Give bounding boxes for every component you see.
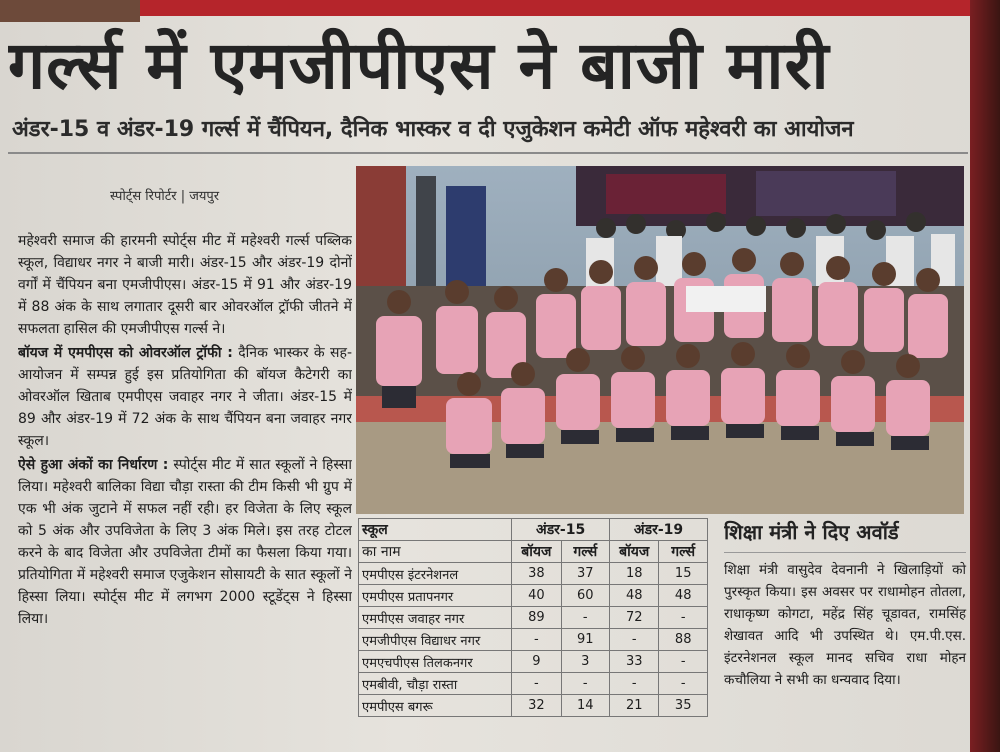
u15-boys-score: - [512, 673, 561, 695]
article-paragraph-2 [18, 342, 352, 452]
table-row [359, 651, 708, 673]
paragraph-3-text: स्पोर्ट्स मीट में सात स्कूलों ने हिस्सा लिया। महेश्वरी बालिका विद्या चौड़ा रास्ता की टीम किसी भी ग्रुप में एक भी अंक जुटाने में सफल नहीं रही। हर विजेता के लिए स्कूल को 5 अंक और उपविजेता के लिए 3 अंक मिले। इस तरह टोटल करने के बाद विजेता और उपविजेता टीमों का फैसला किया गया। प्रतियोगिता में महेश्वरी समाज एजुकेशन सोसायटी के सात स्कूलों ने हिस्सा लिया। स्पोर्ट्स मीट में लगभग 2000 स्टूडेंट्स ने हिस्सा लिया। [18, 457, 352, 627]
table-row [359, 673, 708, 695]
u15-boys-score: 40 [512, 585, 561, 607]
table-row [359, 607, 708, 629]
u19-girls-header: गर्ल्स [659, 541, 708, 563]
paragraph-2-heading: बॉयज में एमपीएस को ओवरऑल ट्रॉफी : [18, 345, 233, 361]
u19-girls-score: - [659, 651, 708, 673]
team-photo [356, 166, 964, 514]
u19-boys-score: 33 [610, 651, 659, 673]
u15-girls-score: - [561, 673, 610, 695]
table-header-row-1 [359, 519, 708, 541]
paragraph-3-heading: ऐसे हुआ अंकों का निर्धारण : [18, 457, 169, 473]
award-box [724, 512, 966, 748]
u19-girls-score: - [659, 607, 708, 629]
points-table-container [358, 518, 708, 746]
school-name: एमपीएस जवाहर नगर [359, 607, 512, 629]
u19-girls-score: 15 [659, 563, 708, 585]
group-header-u15: अंडर-15 [512, 519, 610, 541]
subheadline: अंडर-15 व अंडर-19 गर्ल्स में चैंपियन, दैनिक भास्कर व दी एजुकेशन कमेटी ऑफ महेश्वरी का आयोजन [12, 117, 854, 142]
table-header-row-2 [359, 541, 708, 563]
u19-girls-score: 48 [659, 585, 708, 607]
u15-boys-header: बॉयज [512, 541, 561, 563]
u15-boys-score: 89 [512, 607, 561, 629]
u15-girls-score: 14 [561, 695, 610, 717]
school-name: एमबीवी, चौड़ा रास्ता [359, 673, 512, 695]
headline: गर्ल्स में एमजीपीएस ने बाजी मारी [8, 27, 830, 104]
award-title: शिक्षा मंत्री ने दिए अवॉर्ड [724, 512, 966, 553]
school-name: एमएचपीएस तिलकनगर [359, 651, 512, 673]
page-corner-edge [0, 0, 140, 22]
school-name: एमपीएस प्रतापनगर [359, 585, 512, 607]
u19-boys-score: - [610, 673, 659, 695]
u19-boys-score: 48 [610, 585, 659, 607]
u15-girls-header: गर्ल्स [561, 541, 610, 563]
paragraph-2-text: दैनिक भास्कर के सह-आयोजन में सम्पन्न हुई इस प्रतियोगिता की बॉयज कैटेगरी का ओवरऑल खिताब एमपीएस जवाहर नगर ने जीता। अंडर-15 में 89 और अंडर-19 में 72 अंक के साथ चैंपियन बना जवाहर नगर स्कूल। [18, 345, 352, 449]
u19-boys-score: 21 [610, 695, 659, 717]
u19-girls-score: - [659, 673, 708, 695]
u15-boys-score: 9 [512, 651, 561, 673]
article-paragraph-1: महेश्वरी समाज की हारमनी स्पोर्ट्स मीट में महेश्वरी गर्ल्स पब्लिक स्कूल, विद्याधर नगर ने बाजी मारी। अंडर-15 और अंडर-19 दोनों वर्गों में चैंपियन बना एमजीपीएस। अंडर-15 में 91 और अंडर-19 में 88 अंक के साथ लगातार दूसरी बार ओवरऑल ट्रॉफी जीतने में सफलता हासिल की एमजीपीएस गर्ल्स ने। [18, 233, 352, 337]
u19-girls-score: 35 [659, 695, 708, 717]
u19-girls-score: 88 [659, 629, 708, 651]
u15-boys-score: - [512, 629, 561, 651]
table-row [359, 585, 708, 607]
u15-girls-score: 91 [561, 629, 610, 651]
u15-girls-score: 60 [561, 585, 610, 607]
school-header-1: स्कूल [359, 519, 512, 541]
page-top-edge [0, 0, 1000, 16]
table-row [359, 695, 708, 717]
u19-boys-score: 72 [610, 607, 659, 629]
page-right-edge [970, 0, 1000, 752]
u15-girls-score: 3 [561, 651, 610, 673]
u15-girls-score: 37 [561, 563, 610, 585]
table-row [359, 629, 708, 651]
u19-boys-header: बॉयज [610, 541, 659, 563]
award-text: शिक्षा मंत्री वासुदेव देवनानी ने खिलाड़ियों को पुरस्कृत किया। इस अवसर पर राधामोहन तोतला, राधाकृष्ण कोगटा, महेंद्र सिंह चूडावत, रामसिंह शेखावत आदि भी उपस्थित थे। एम.पी.एस. इंटरनेशनल स्कूल मानद सचिव राधा मोहन कचौलिया ने सभी का धन्यवाद दिया। [724, 562, 966, 688]
article-paragraph-3 [18, 454, 352, 630]
school-name: एमपीएस इंटरनेशनल [359, 563, 512, 585]
table-row [359, 563, 708, 585]
u15-girls-score: - [561, 607, 610, 629]
header-rule [8, 152, 968, 154]
group-header-u19: अंडर-19 [610, 519, 708, 541]
team-photo-illustration [356, 166, 964, 514]
u15-boys-score: 38 [512, 563, 561, 585]
byline: स्पोर्ट्स रिपोर्टर | जयपुर [110, 189, 220, 204]
school-name: एमजीपीएस विद्याधर नगर [359, 629, 512, 651]
school-name: एमपीएस बगरू [359, 695, 512, 717]
u19-boys-score: 18 [610, 563, 659, 585]
school-header-2: का नाम [359, 541, 512, 563]
article-column [18, 230, 352, 740]
points-table [358, 518, 708, 717]
u19-boys-score: - [610, 629, 659, 651]
u15-boys-score: 32 [512, 695, 561, 717]
